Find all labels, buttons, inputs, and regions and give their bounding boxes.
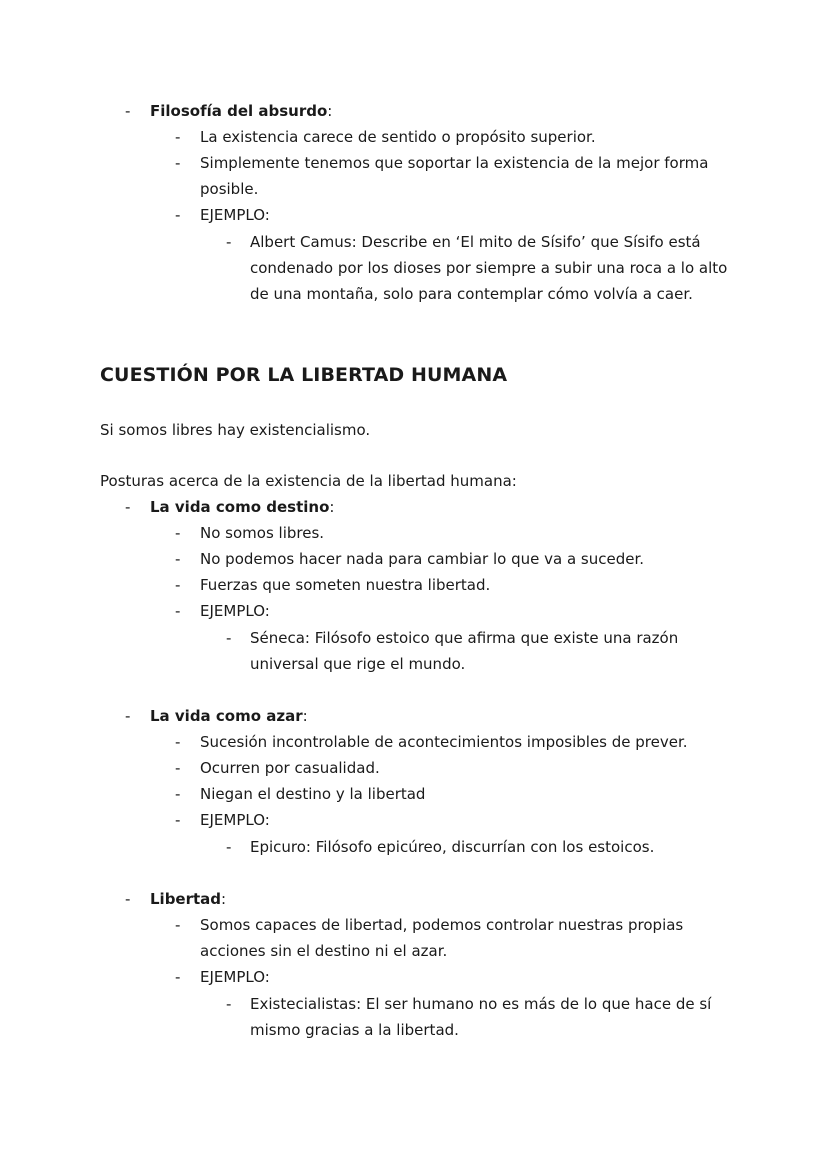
example-text: Albert Camus: Describe en ‘El mito de Sísifo’ que Sísifo está — [250, 233, 701, 251]
destino-label: La vida como destino — [150, 498, 330, 516]
bullet-dash: - — [175, 968, 181, 986]
bullet-dash: - — [175, 759, 181, 777]
azar-colon: : — [302, 707, 308, 725]
bullet-dash: - — [125, 707, 131, 725]
bullet-dash: - — [226, 629, 232, 647]
bullet-dash: - — [175, 154, 181, 172]
bullet-dash: - — [125, 498, 131, 516]
section-heading: CUESTIÓN POR LA LIBERTAD HUMANA — [100, 364, 508, 386]
bullet-dash: - — [175, 785, 181, 803]
bullet-dash: - — [125, 102, 131, 120]
azar-label: La vida como azar — [150, 707, 303, 725]
bullet-dash: - — [175, 733, 181, 751]
example-text: Existecialistas: El ser humano no es más de lo que hace de sí — [250, 995, 712, 1013]
bullet-dash: - — [175, 128, 181, 146]
libertad-label: Libertad — [150, 890, 222, 908]
list-item: Niegan el destino y la libertad — [200, 785, 426, 803]
list-item-continuation: acciones sin el destino ni el azar. — [200, 942, 448, 960]
example-label: EJEMPLO: — [200, 968, 270, 986]
bullet-dash: - — [175, 550, 181, 568]
bullet-dash: - — [175, 602, 181, 620]
list-item: No podemos hacer nada para cambiar lo que va a suceder. — [200, 550, 645, 568]
libertad-title — [150, 886, 226, 912]
bullet-dash: - — [175, 524, 181, 542]
example-text: Séneca: Filósofo estoico que afirma que existe una razón — [250, 629, 679, 647]
destino-title — [150, 494, 334, 520]
example-text: condenado por los dioses por siempre a subir una roca a lo alto — [250, 259, 728, 277]
example-label: EJEMPLO: — [200, 602, 270, 620]
absurdo-title — [150, 98, 332, 124]
bullet-dash: - — [226, 838, 232, 856]
example-label: EJEMPLO: — [200, 811, 270, 829]
bullet-dash: - — [175, 916, 181, 934]
example-text: de una montaña, solo para contemplar cómo volvía a caer. — [250, 285, 693, 303]
bullet-dash: - — [175, 206, 181, 224]
bullet-dash: - — [226, 233, 232, 251]
list-item: Simplemente tenemos que soportar la existencia de la mejor forma — [200, 154, 709, 172]
intro-paragraph: Posturas acerca de la existencia de la libertad humana: — [100, 472, 517, 490]
absurdo-label: Filosofía del absurdo — [150, 102, 328, 120]
list-item-continuation: posible. — [200, 180, 259, 198]
list-item: Sucesión incontrolable de acontecimientos imposibles de prever. — [200, 733, 688, 751]
bullet-dash: - — [125, 890, 131, 908]
list-item: Ocurren por casualidad. — [200, 759, 380, 777]
list-item: Somos capaces de libertad, podemos controlar nuestras propias — [200, 916, 684, 934]
list-item: Fuerzas que someten nuestra libertad. — [200, 576, 491, 594]
bullet-dash: - — [175, 576, 181, 594]
destino-colon: : — [329, 498, 335, 516]
absurdo-colon: : — [327, 102, 333, 120]
azar-title — [150, 703, 308, 729]
example-text: universal que rige el mundo. — [250, 655, 466, 673]
libertad-colon: : — [221, 890, 227, 908]
example-text: mismo gracias a la libertad. — [250, 1021, 459, 1039]
bullet-dash: - — [175, 811, 181, 829]
list-item: La existencia carece de sentido o propósito superior. — [200, 128, 596, 146]
list-item: No somos libres. — [200, 524, 325, 542]
bullet-dash: - — [226, 995, 232, 1013]
example-text: Epicuro: Filósofo epicúreo, discurrían con los estoicos. — [250, 838, 655, 856]
example-label: EJEMPLO: — [200, 206, 270, 224]
intro-paragraph: Si somos libres hay existencialismo. — [100, 421, 371, 439]
